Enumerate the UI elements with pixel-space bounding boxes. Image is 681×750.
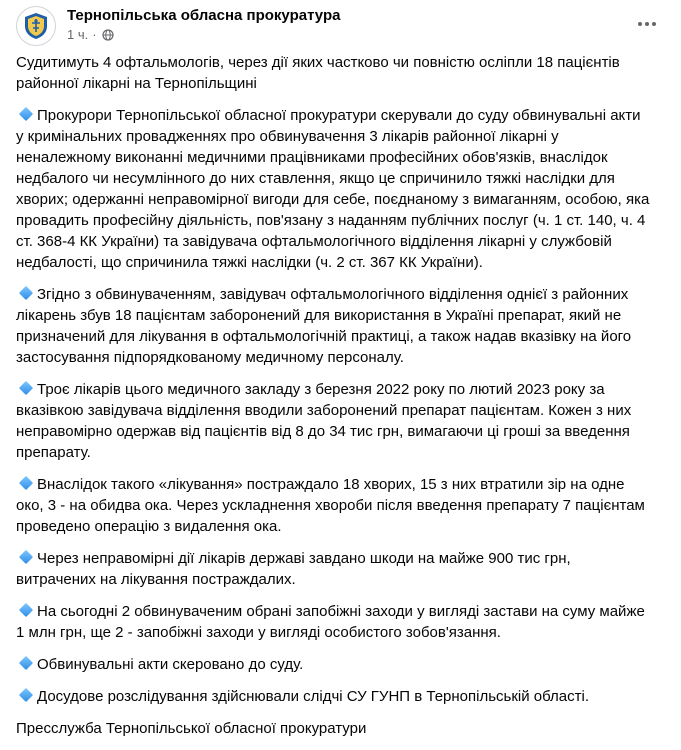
- bullet-paragraph: [16, 105, 652, 273]
- post-time-link[interactable]: 1 ч.: [67, 27, 89, 42]
- bullet-paragraph: [16, 601, 652, 643]
- prosecutor-emblem-icon: [21, 11, 51, 41]
- page-avatar[interactable]: [16, 6, 56, 46]
- blue-diamond-icon: [19, 656, 33, 670]
- post-meta: [67, 27, 114, 42]
- bullet-text: Обвинувальні акти скеровано до суду.: [37, 656, 304, 673]
- post-signature: Пресслужба Тернопільської обласної прокуратури: [16, 720, 367, 737]
- bullet-text: Троє лікарів цього медичного закладу з березня 2022 року по лютий 2023 року за вказівкою завідувача відділення вводили заборонений препарат пацієнтам. Кожен з них неправомірно одержав від пацієнтів від 8 до 34 тис грн, вимагаючи ці гроші за введення препарату.: [16, 381, 632, 461]
- post-body: [16, 52, 652, 750]
- bullet-text: Досудове розслідування здійснювали слідчі СУ ГУНП в Тернопільській області.: [37, 688, 590, 705]
- bullet-text: Внаслідок такого «лікування» постраждало 18 хворих, 15 з них втратили зір на одне око, 3 - на обидва ока. Через ускладнення хвороби після введення препарату 7 пацієнтам проведено операцію з видалення ока.: [16, 476, 645, 535]
- bullet-paragraph: [16, 284, 652, 368]
- bullet-paragraph: [16, 686, 652, 707]
- bullet-paragraph: [16, 548, 652, 590]
- blue-diamond-icon: [19, 550, 33, 564]
- bullet-paragraph: [16, 654, 652, 675]
- page-name-link[interactable]: Тернопільська обласна прокуратура: [67, 7, 341, 24]
- bullet-paragraph: [16, 379, 652, 463]
- bullet-text: На сьогодні 2 обвинуваченим обрані запобіжні заходи у вигляді застави на суму майже 1 млн грн, ще 2 - запобіжні заходи у вигляді особистого зобов'язання.: [16, 603, 645, 641]
- more-options-icon[interactable]: [629, 6, 665, 42]
- blue-diamond-icon: [19, 381, 33, 395]
- blue-diamond-icon: [19, 688, 33, 702]
- blue-diamond-icon: [19, 476, 33, 490]
- post-header: [16, 6, 665, 46]
- bullet-text: Прокурори Тернопільської обласної прокуратури скерували до суду обвинувальні акти у кримінальних провадженнях про обвинувачення 3 лікарів районної лікарні у неналежному виконанні медичними працівниками професійних обов'язків, внаслідок недбалого чи несумлінного до них ставлення, якщо це спричинило тяжкі наслідки для хворих; одержанні неправомірної вигоди для себе, поєднаному з вимаганням, особою, яка провадить професійну діяльність, пов'язану з наданням публічних послуг (ч. 1 ст. 140, ч. 4 ст. 368-4 КК України) та завідувача офтальмологічного відділення лікарні у службовій недбалості, що спричинила тяжкі наслідки (ч. 2 ст. 367 КК України).: [16, 107, 650, 271]
- bullet-text: Через неправомірні дії лікарів державі завдано шкоди на майже 900 тис грн, витрачених на лікування постраждалих.: [16, 550, 571, 588]
- post-intro: Судитимуть 4 офтальмологів, через дії яких частково чи повністю осліпли 18 пацієнтів районної лікарні на Тернопільщині: [16, 54, 620, 92]
- blue-diamond-icon: [19, 603, 33, 617]
- blue-diamond-icon: [19, 286, 33, 300]
- globe-icon[interactable]: [102, 29, 114, 41]
- blue-diamond-icon: [19, 107, 33, 121]
- bullet-text: Згідно з обвинуваченням, завідувач офтальмологічного відділення однієї з районних лікарень збув 18 пацієнтам заборонений для використання в Україні препарат, який не призначений для лікування в офтальмологічній практиці, а також надав вказівку на його застосування підпорядкованому медичному персоналу.: [16, 286, 632, 366]
- bullet-paragraph: [16, 474, 652, 537]
- meta-separator: ·: [92, 27, 97, 42]
